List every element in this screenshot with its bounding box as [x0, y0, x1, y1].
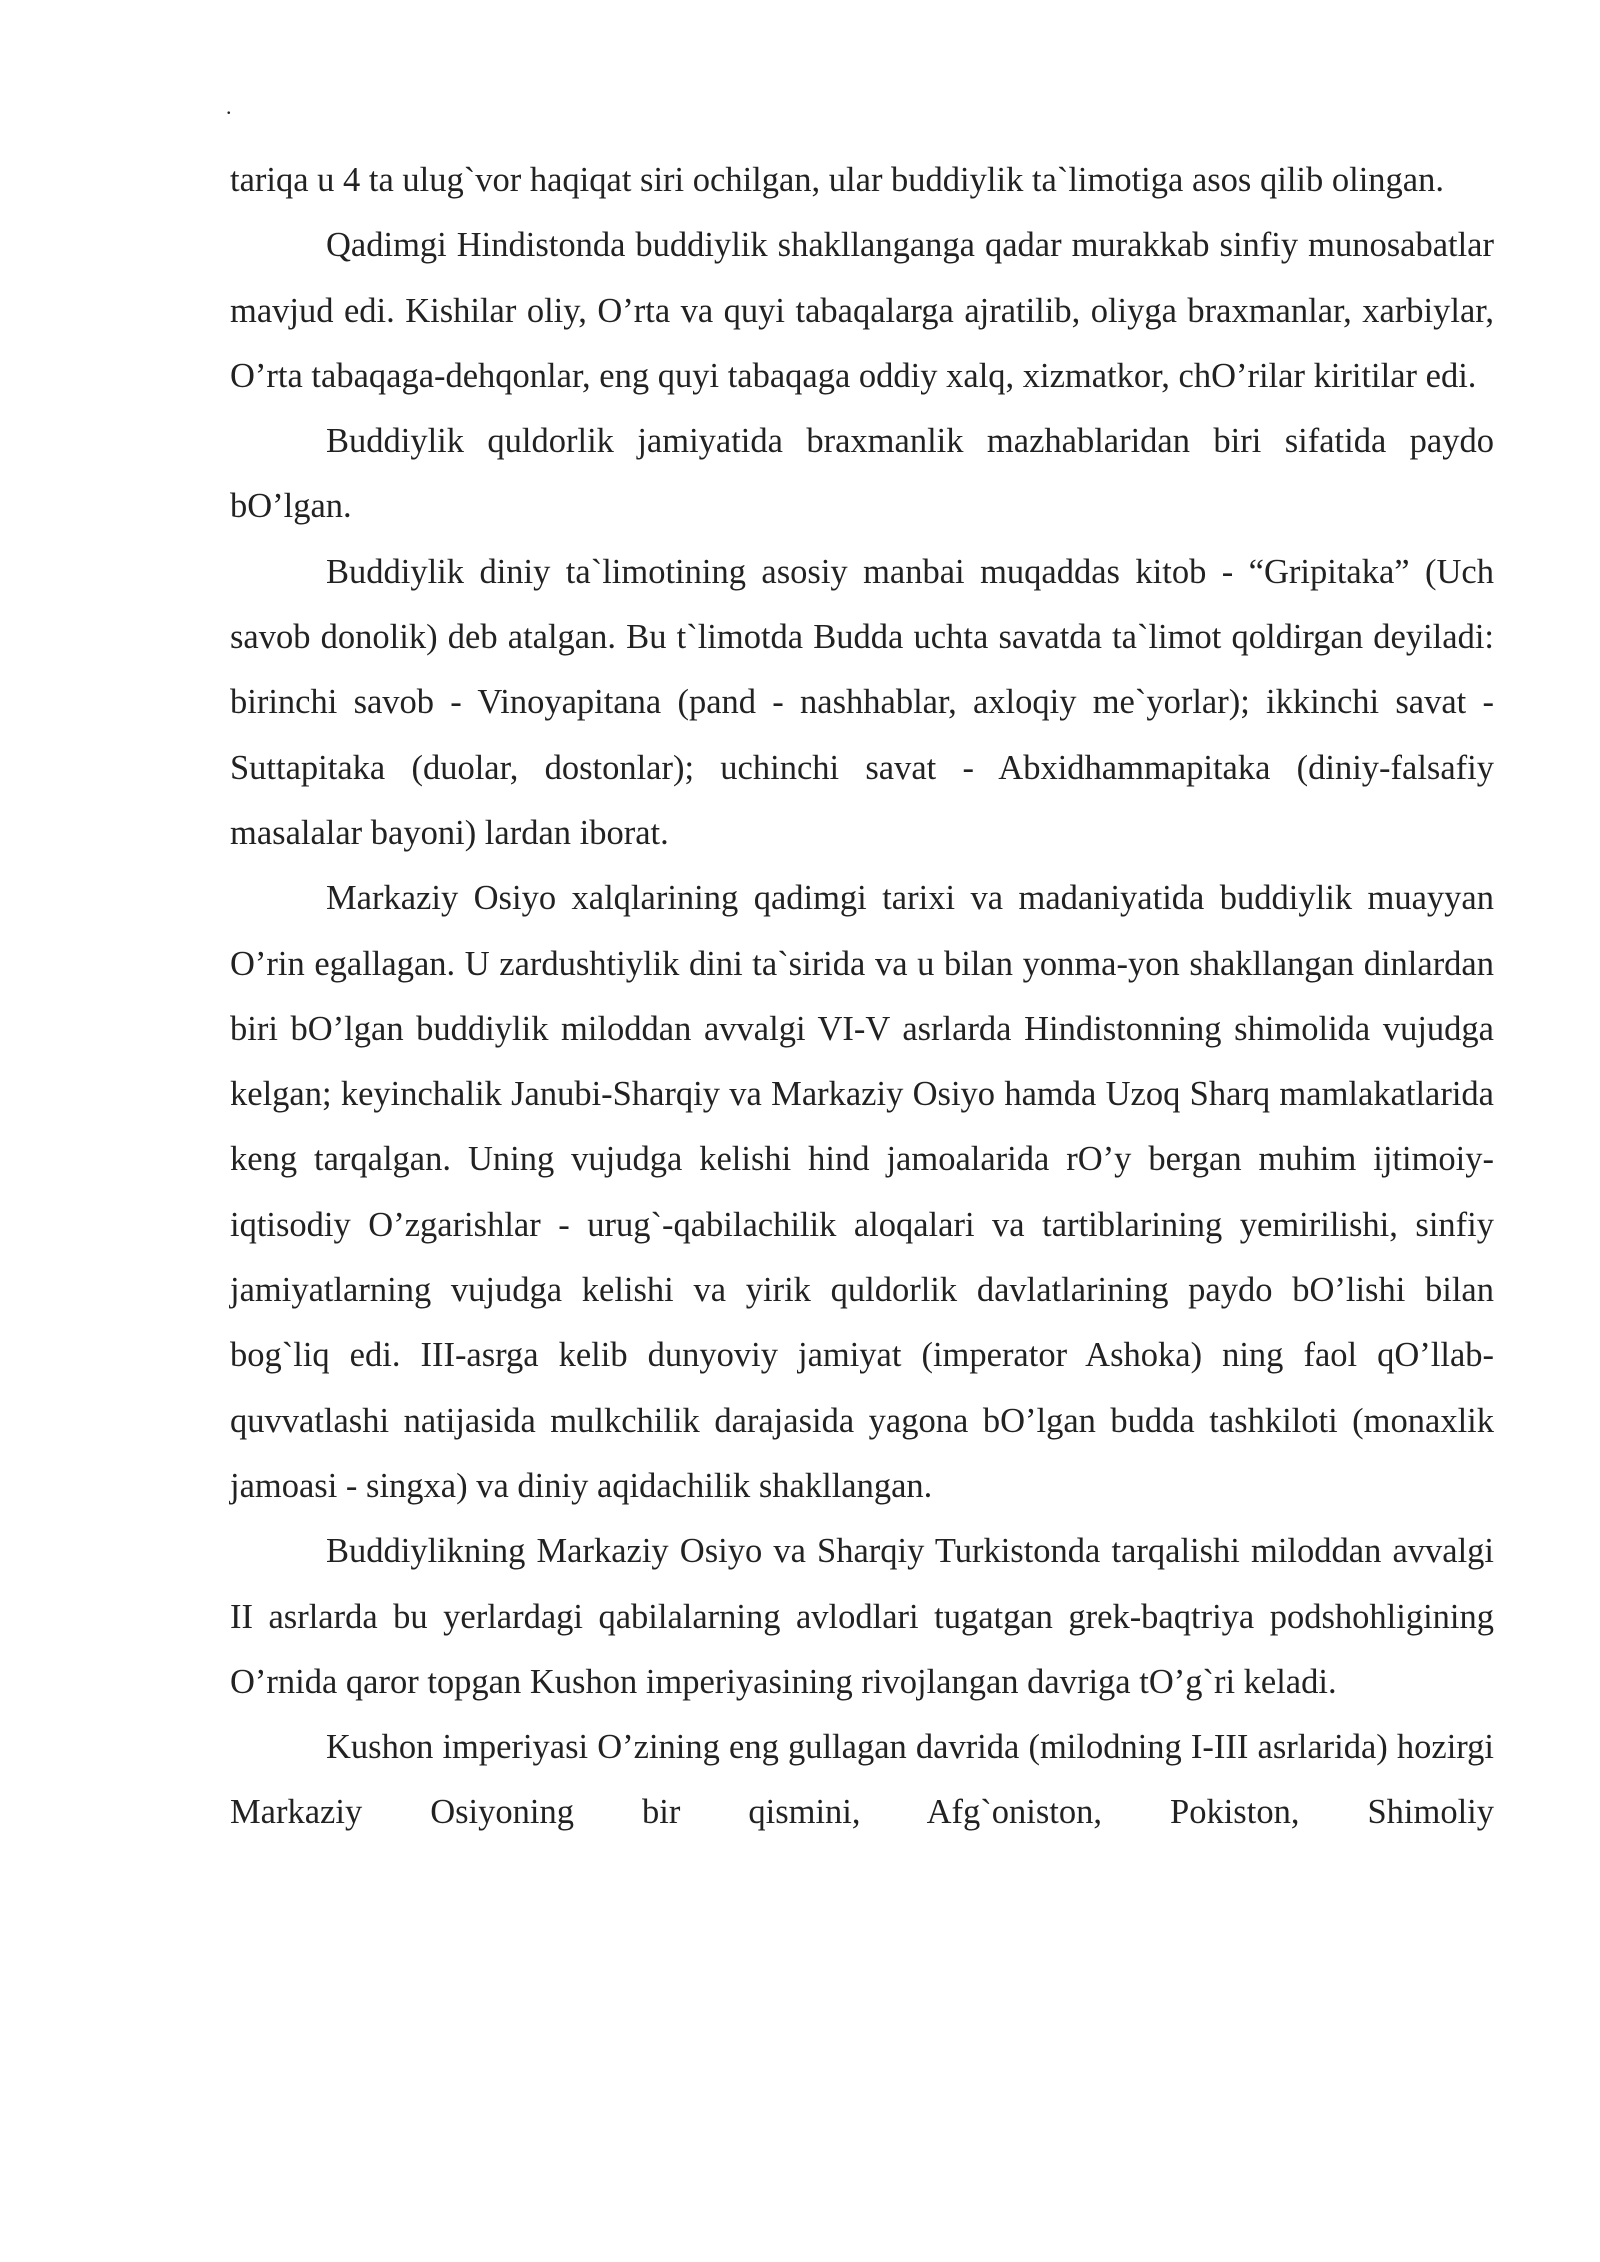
- paragraph-3: Buddiylik quldorlik jamiyatida braxmanlik mazhablaridan biri sifatida paydo bO’lgan.: [230, 422, 1494, 526]
- paragraph-4: Buddiylik diniy ta`limotining asosiy manbai muqaddas kitob - “Gripitaka” (Uch savob donolik) deb atalgan. Bu t`limotda Budda uchta savatda ta`limot qoldirgan deyiladi: birinchi savob - Vinoyapitana (pand - nashhablar, axloqiy me`yorlar); ikkinchi savat - Suttapitaka (duolar, dostonlar); uchinchi savat - Abxidhammapitaka (diniy-falsafiy masalalar bayoni) lardan iborat.: [230, 552, 1494, 852]
- document-body: [230, 148, 1494, 1846]
- paragraph-7: Kushon imperiyasi O’zining eng gullagan davrida (milodning I-III asrlarida) hozirgi Markaziy Osiyoning bir qismini, Afg`oniston, Pokiston, Shimoliy: [230, 1728, 1494, 1832]
- page-marker: .: [226, 94, 232, 119]
- paragraph-2: Qadimgi Hindistonda buddiylik shakllanganga qadar murakkab sinfiy munosabatlar mavjud edi. Kishilar oliy, O’rta va quyi tabaqalarga ajratilib, oliyga braxmanlar, xarbiylar, O’rta tabaqaga-dehqonlar, eng quyi tabaqaga oddiy xalq, xizmatkor, chO’rilar kiritilar edi.: [230, 226, 1494, 395]
- paragraph-6: Buddiylikning Markaziy Osiyo va Sharqiy Turkistonda tarqalishi miloddan avvalgi II asrlarda bu yerlardagi qabilalarning avlodlari tugatgan grek-baqtriya podshohligining O’rnida qaror topgan Kushon imperiyasining rivojlangan davriga tO’g`ri keladi.: [230, 1532, 1494, 1701]
- paragraph-1: tariqa u 4 ta ulug`vor haqiqat siri ochilgan, ular buddiylik ta`limotiga asos qilib olingan.: [230, 161, 1444, 199]
- paragraph-5: Markaziy Osiyo xalqlarining qadimgi tarixi va madaniyatida buddiylik muayyan O’rin egallagan. U zardushtiylik dini ta`sirida va u bilan yonma-yon shakllangan dinlardan biri bO’lgan buddiylik miloddan avvalgi VI-V asrlarda Hindistonning shimolida vujudga kelgan; keyinchalik Janubi-Sharqiy va Markaziy Osiyo hamda Uzoq Sharq mamlakatlarida keng tarqalgan. Uning vujudga kelishi hind jamoalarida rO’y bergan muhim ijtimoiy-iqtisodiy O’zgarishlar - urug`-qabilachilik aloqalari va tartiblarining yemirilishi, sinfiy jamiyatlarning vujudga kelishi va yirik quldorlik davlatlarining paydo bO’lishi bilan bog`liq edi. III-asrga kelib dunyoviy jamiyat (imperator Ashoka) ning faol qO’llab-quvvatlashi natijasida mulkchilik darajasida yagona bO’lgan budda tashkiloti (monaxlik jamoasi - singxa) va diniy aqidachilik shakllangan.: [230, 879, 1494, 1505]
